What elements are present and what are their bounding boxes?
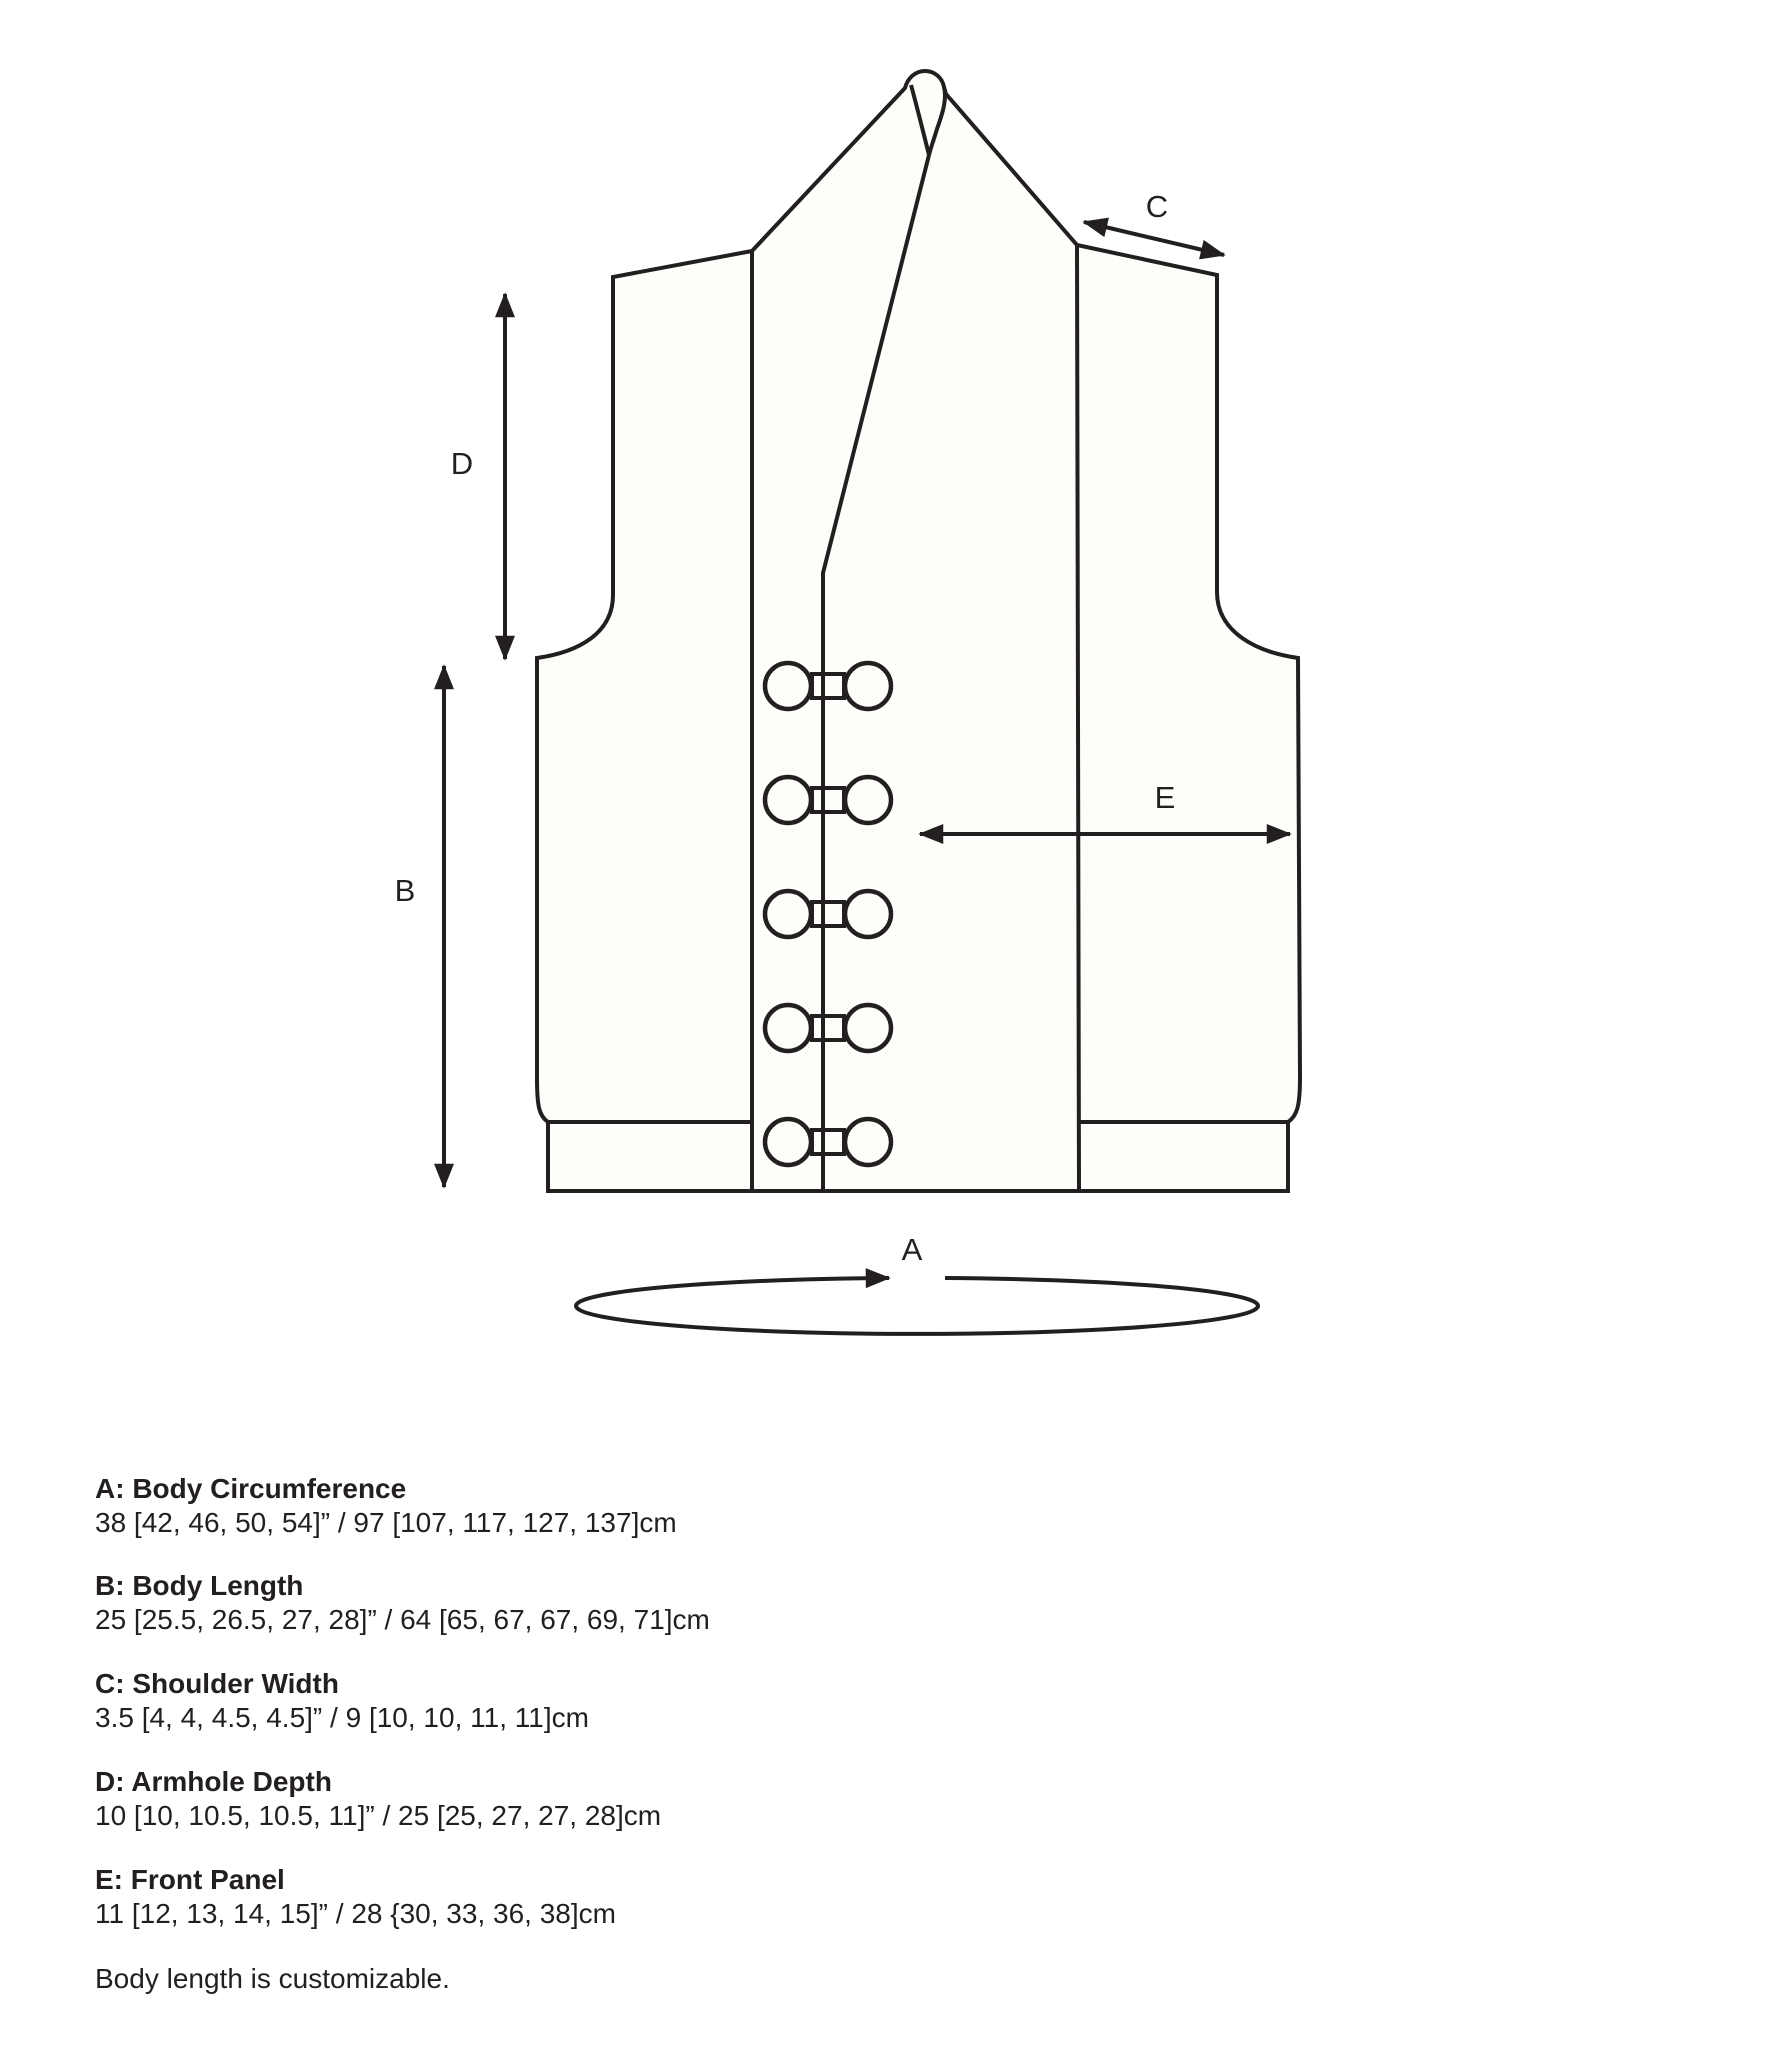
label-body-length: B	[394, 873, 416, 908]
legend-value: 10 [10, 10.5, 10.5, 11]” / 25 [25, 27, 27, 28]cm	[95, 1800, 662, 1831]
legend-title: C: Shoulder Width	[95, 1668, 339, 1699]
legend-title: B: Body Length	[95, 1570, 304, 1601]
legend-title: A: Body Circumference	[95, 1473, 407, 1504]
legend-body-length	[95, 1569, 710, 1637]
legend-body-circumference	[95, 1472, 677, 1540]
legend-value: 38 [42, 46, 50, 54]” / 97 [107, 117, 127, 137]cm	[95, 1507, 677, 1538]
vest-silhouette	[537, 71, 1300, 1191]
right-front-edge-seam	[1077, 245, 1079, 1191]
label-front-panel: E	[1154, 780, 1176, 815]
legend-value: 3.5 [4, 4, 4.5, 4.5]” / 9 [10, 10, 11, 11]cm	[95, 1702, 589, 1733]
legend-title: E: Front Panel	[95, 1864, 285, 1895]
label-armhole-depth: D	[450, 446, 474, 481]
label-shoulder-width: C	[1145, 189, 1169, 224]
customizable-note: Body length is customizable.	[95, 1963, 450, 1994]
legend-armhole-depth	[95, 1765, 661, 1833]
body-circumference-arrow-ellipse	[576, 1278, 1258, 1334]
legend-value: 25 [25.5, 26.5, 27, 28]” / 64 [65, 67, 67, 69, 71]cm	[95, 1604, 710, 1635]
legend-front-panel	[95, 1863, 616, 1931]
legend-shoulder-width	[95, 1667, 589, 1735]
legend-value: 11 [12, 13, 14, 15]” / 28 {30, 33, 36, 38]cm	[95, 1898, 616, 1929]
legend-title: D: Armhole Depth	[95, 1766, 332, 1797]
label-body-circumference: A	[901, 1232, 923, 1267]
